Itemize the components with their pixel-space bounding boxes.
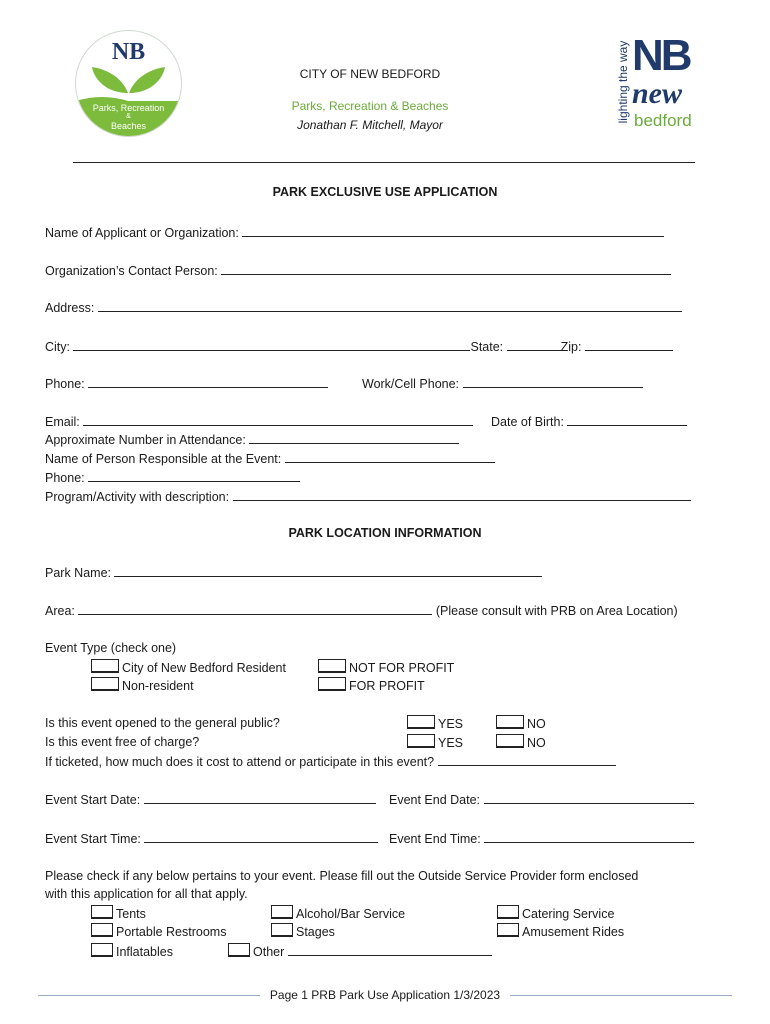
nonprofit-label: NOT FOR PROFIT	[349, 661, 455, 675]
forprofit-label: FOR PROFIT	[349, 679, 425, 693]
work-phone-field[interactable]	[463, 375, 643, 388]
free-no-checkbox[interactable]	[496, 734, 524, 748]
attendance-row	[45, 431, 459, 448]
email-row	[45, 413, 473, 430]
phone2-field[interactable]	[88, 469, 300, 482]
footer-rule-left	[38, 995, 260, 996]
park-name-field[interactable]	[114, 564, 542, 577]
stages-option[interactable]	[271, 923, 335, 940]
nonresident-label: Non-resident	[122, 679, 194, 693]
free-yes-label: YES	[438, 736, 464, 750]
footer-rule-right	[510, 995, 732, 996]
applicant-name-field[interactable]	[242, 224, 664, 237]
resident-option[interactable]	[91, 659, 286, 676]
nonprofit-checkbox[interactable]	[318, 659, 346, 673]
park-name-label: Park Name:	[45, 566, 111, 580]
contact-person-field[interactable]	[221, 262, 671, 275]
address-row	[45, 299, 682, 316]
nonprofit-option[interactable]	[318, 659, 454, 676]
city-label: City:	[45, 340, 70, 354]
resident-checkbox[interactable]	[91, 659, 119, 673]
end-date-field[interactable]	[484, 791, 694, 804]
alcohol-label: Alcohol/Bar Service	[296, 907, 406, 921]
restrooms-label: Portable Restrooms	[116, 925, 227, 939]
department-name: Parks, Recreation & Beaches	[291, 99, 449, 113]
end-date-label: Event End Date:	[389, 793, 481, 807]
forprofit-option[interactable]	[318, 677, 425, 694]
start-time-row	[45, 830, 378, 847]
start-time-label: Event Start Time:	[45, 832, 141, 846]
applicant-name-label: Name of Applicant or Organization:	[45, 226, 239, 240]
resident-label: City of New Bedford Resident	[122, 661, 286, 675]
catering-option[interactable]	[497, 905, 614, 922]
restrooms-option[interactable]	[91, 923, 226, 940]
phone-label: Phone:	[45, 377, 85, 391]
alcohol-checkbox[interactable]	[271, 905, 293, 919]
public-yes-checkbox[interactable]	[407, 715, 435, 729]
phone-row	[45, 375, 328, 392]
program-field[interactable]	[233, 488, 691, 501]
free-question: Is this event free of charge?	[45, 735, 200, 749]
other-option[interactable]	[228, 943, 492, 960]
restrooms-checkbox[interactable]	[91, 923, 113, 937]
responsible-field[interactable]	[285, 450, 495, 463]
free-yes-checkbox[interactable]	[407, 734, 435, 748]
left-logo-line3: Beaches	[110, 121, 147, 131]
inflatables-checkbox[interactable]	[91, 943, 113, 957]
dob-row	[491, 413, 687, 430]
responsible-row	[45, 450, 495, 467]
start-date-field[interactable]	[144, 791, 376, 804]
event-type-label: Event Type (check one)	[45, 641, 177, 655]
inflatables-option[interactable]	[91, 943, 173, 960]
form-title: PARK EXCLUSIVE USE APPLICATION	[272, 185, 498, 199]
ticket-row	[45, 753, 616, 770]
alcohol-option[interactable]	[271, 905, 405, 922]
program-label: Program/Activity with description:	[45, 490, 230, 504]
right-logo-word1: new	[632, 77, 683, 110]
zip-field[interactable]	[585, 338, 673, 351]
applicant-name-row	[45, 224, 664, 241]
stages-checkbox[interactable]	[271, 923, 293, 937]
end-time-label: Event End Time:	[389, 832, 481, 846]
right-logo-tagline: lighting the way	[616, 40, 630, 124]
other-checkbox[interactable]	[228, 943, 250, 957]
ticket-field[interactable]	[438, 753, 616, 766]
program-row	[45, 488, 691, 505]
public-no-label: NO	[527, 717, 546, 731]
nonresident-checkbox[interactable]	[91, 677, 119, 691]
left-logo-line1: Parks, Recreation	[92, 103, 165, 113]
address-field[interactable]	[98, 299, 682, 312]
area-label: Area:	[45, 604, 75, 618]
area-field[interactable]	[78, 602, 432, 615]
work-phone-label: Work/Cell Phone:	[362, 377, 460, 391]
nonresident-option[interactable]	[91, 677, 194, 694]
rides-checkbox[interactable]	[497, 923, 519, 937]
stages-label: Stages	[296, 925, 335, 939]
public-question: Is this event opened to the general public?	[45, 716, 280, 730]
tents-label: Tents	[116, 907, 146, 921]
end-time-row	[389, 830, 694, 847]
phone-field[interactable]	[88, 375, 328, 388]
end-date-row	[389, 791, 694, 808]
email-field[interactable]	[83, 413, 473, 426]
start-date-label: Event Start Date:	[45, 793, 141, 807]
park-name-row	[45, 564, 542, 581]
dob-label: Date of Birth:	[491, 415, 564, 429]
footer-text: Page 1 PRB Park Use Application 1/3/2023	[269, 988, 501, 1002]
check-instructions-line1: Please check if any below pertains to your event. Please fill out the Outside Service Provider form enclosed	[45, 869, 639, 883]
location-title: PARK LOCATION INFORMATION	[288, 526, 482, 540]
right-logo	[610, 31, 710, 135]
attendance-label: Approximate Number in Attendance:	[45, 433, 246, 447]
city-field[interactable]	[73, 338, 470, 351]
responsible-label: Name of Person Responsible at the Event:	[45, 452, 282, 466]
address-label: Address:	[45, 301, 95, 315]
email-label: Email:	[45, 415, 80, 429]
city-state-zip-row	[45, 338, 673, 355]
public-yes-option[interactable]	[407, 715, 463, 732]
catering-checkbox[interactable]	[497, 905, 519, 919]
left-logo-line2: &	[126, 113, 131, 120]
ticket-question: If ticketed, how much does it cost to attend or participate in this event?	[45, 755, 435, 769]
public-no-option[interactable]	[496, 715, 546, 732]
inflatables-label: Inflatables	[116, 945, 173, 959]
forprofit-checkbox[interactable]	[318, 677, 346, 691]
state-label: State:	[470, 340, 504, 354]
catering-label: Catering Service	[522, 907, 615, 921]
city-name: CITY OF NEW BEDFORD	[299, 67, 441, 81]
phone2-label: Phone:	[45, 471, 85, 485]
check-instructions-line2: with this application for all that apply.	[45, 887, 248, 901]
right-logo-word2: bedford	[634, 111, 692, 130]
start-date-row	[45, 791, 376, 808]
start-time-field[interactable]	[144, 830, 378, 843]
free-no-option[interactable]	[496, 734, 546, 751]
rides-label: Amusement Rides	[522, 925, 625, 939]
free-no-label: NO	[527, 736, 546, 750]
rides-option[interactable]	[497, 923, 624, 940]
other-label: Other	[253, 945, 285, 959]
public-yes-label: YES	[438, 717, 464, 731]
right-logo-letters: NB	[632, 31, 690, 80]
attendance-field[interactable]	[249, 431, 459, 444]
public-no-checkbox[interactable]	[496, 715, 524, 729]
left-logo-letters: NB	[111, 39, 146, 65]
contact-person-row	[45, 262, 671, 279]
tents-option[interactable]	[91, 905, 146, 922]
phone2-row	[45, 469, 300, 486]
area-row	[45, 602, 678, 619]
free-yes-option[interactable]	[407, 734, 463, 751]
work-phone-row	[362, 375, 643, 392]
state-field[interactable]	[507, 338, 561, 351]
end-time-field[interactable]	[484, 830, 694, 843]
tents-checkbox[interactable]	[91, 905, 113, 919]
mayor-name: Jonathan F. Mitchell, Mayor	[297, 118, 443, 132]
dob-field[interactable]	[567, 413, 687, 426]
zip-label: Zip:	[560, 340, 582, 354]
header-divider	[73, 162, 695, 163]
left-logo	[75, 30, 182, 137]
contact-person-label: Organization’s Contact Person:	[45, 264, 218, 278]
other-field[interactable]	[288, 943, 492, 956]
area-note: (Please consult with PRB on Area Location)	[435, 604, 678, 618]
